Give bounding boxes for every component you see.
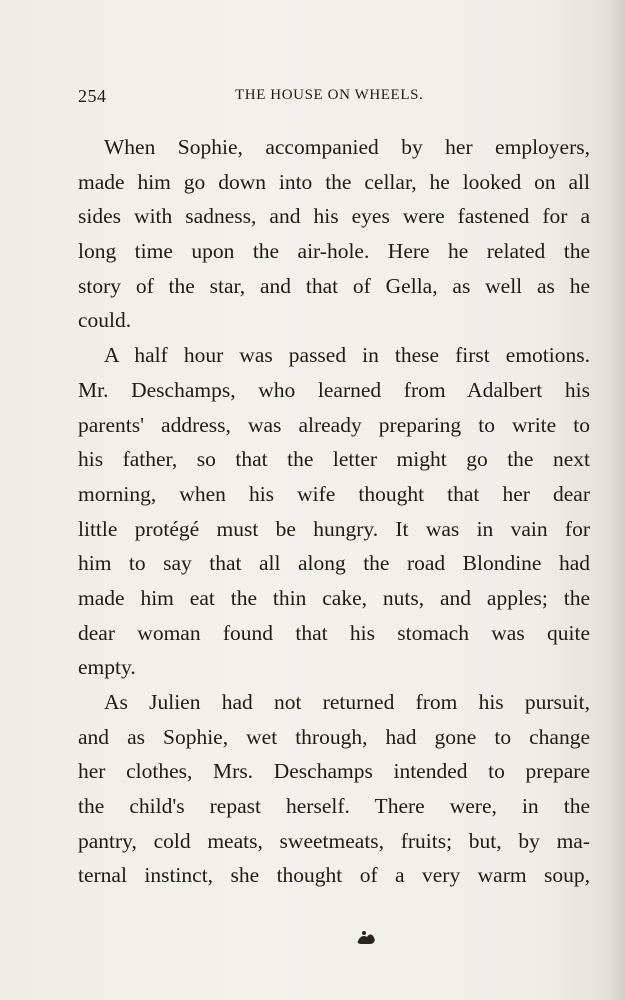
text-line: him to say that all along the road Blondine had (78, 551, 590, 576)
text-line: parents' address, was already preparing to write to (78, 412, 590, 437)
text-line: As Julien had not returned from his pursuit, (104, 690, 590, 714)
page-edge-shadow (607, 0, 625, 1000)
text-line: long time upon the air-hole. Here he related the (78, 239, 590, 264)
text-line: pantry, cold meats, sweetmeats, fruits; but, by ma- (78, 828, 590, 853)
page-header (78, 86, 590, 110)
page-number: 254 (78, 86, 107, 106)
text-line: little protégé must be hungry. It was in vain for (78, 516, 590, 541)
text-line: Mr. Deschamps, who learned from Adalbert his (78, 377, 590, 402)
text-line: made him eat the thin cake, nuts, and apples; the (78, 585, 590, 610)
text-line: When Sophie, accompanied by her employers, (104, 135, 590, 159)
text-line: morning, when his wife thought that her dear (78, 481, 590, 506)
text-line: story of the star, and that of Gella, as well as he (78, 273, 590, 298)
text-line: could. (78, 308, 132, 333)
body-text (78, 130, 590, 893)
text-line: A half hour was passed in these first emotions. (104, 343, 590, 368)
text-line: empty. (78, 655, 136, 680)
printer-ornament-icon (355, 928, 377, 948)
running-title: THE HOUSE ON WHEELS. (235, 87, 424, 103)
text-line: sides with sadness, and his eyes were fastened for a (78, 204, 590, 229)
text-line: and as Sophie, wet through, had gone to change (78, 724, 590, 749)
text-line: made him go down into the cellar, he looked on all (78, 169, 590, 194)
text-line: the child's repast herself. There were, in the (78, 794, 590, 819)
text-line: dear woman found that his stomach was quite (78, 620, 590, 645)
text-line: her clothes, Mrs. Deschamps intended to prepare (78, 759, 590, 784)
text-line: ternal instinct, she thought of a very warm soup, (78, 863, 590, 888)
text-line: his father, so that the letter might go the next (78, 447, 590, 472)
